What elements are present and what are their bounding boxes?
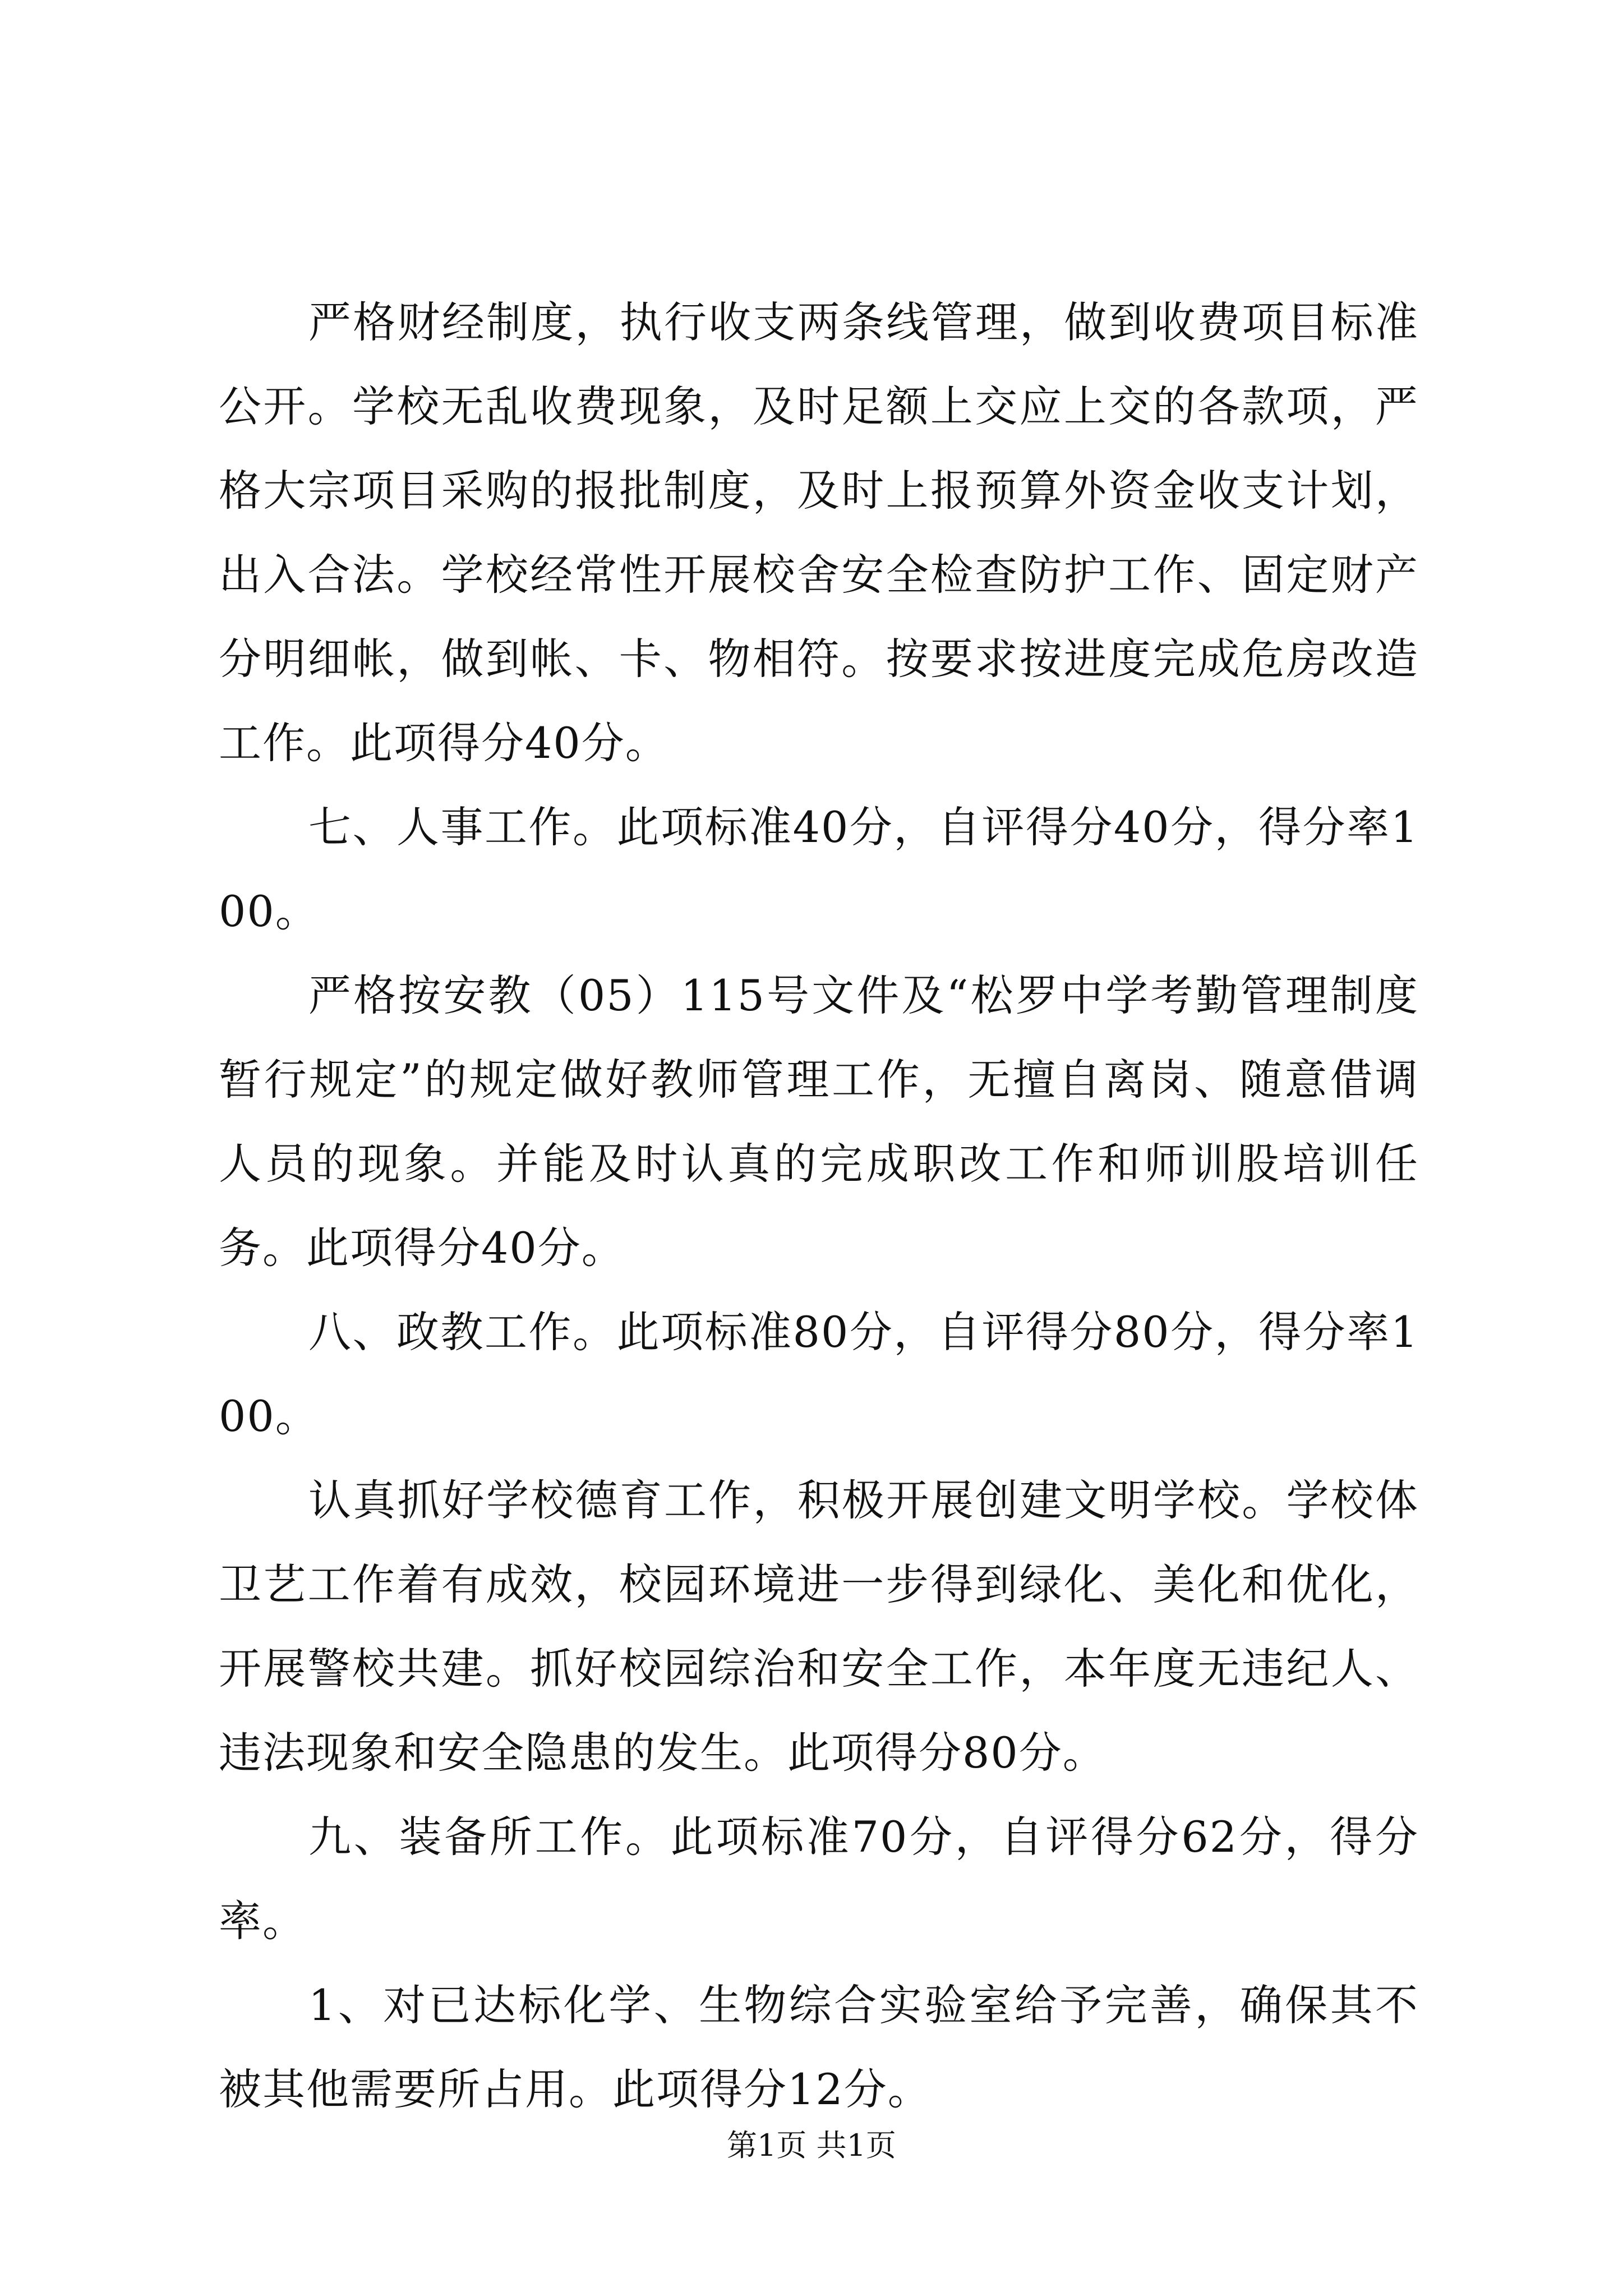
heading-personnel: 七、人事工作。此项标准40分，自评得分40分，得分率100。 [219, 802, 1419, 936]
paragraph-personnel: 严格按安教（05）115号文件及“松罗中学考勤管理制度暂行规定”的规定做好教师管理工作，无擅自离岗、随意借调人员的现象。并能及时认真的完成职改工作和师训股培训任务。此项得分40分。 [219, 970, 1419, 1273]
paragraph-finance: 严格财经制度，执行收支两条线管理，做到收费项目标准公开。学校无乱收费现象，及时足额上交应上交的各款项，严格大宗项目采购的报批制度，及时上报预算外资金收支计划，出入合法。学校经常性开展校舍安全检查防护工作、固定财产分明细帐，做到帐、卡、物相符。按要求按进度完成危房改造工作。此项得分40分。 [219, 297, 1419, 768]
document-body [219, 280, 1419, 2132]
heading-equipment: 九、装备所工作。此项标准70分，自评得分62分，得分率。 [219, 1812, 1419, 1946]
heading-political-education: 八、政教工作。此项标准80分，自评得分80分，得分率100。 [219, 1307, 1419, 1441]
paragraph-equipment-1: 1、对已达标化学、生物综合实验室给予完善，确保其不被其他需要所占用。此项得分12分。 [219, 1980, 1419, 2114]
page-footer [0, 2126, 1623, 2165]
paragraph-political-education: 认真抓好学校德育工作，积极开展创建文明学校。学校体卫艺工作着有成效，校园环境进一步得到绿化、美化和优化，开展警校共建。抓好校园综治和安全工作，本年度无违纪人、违法现象和安全隐患的发生。此项得分80分。 [219, 1475, 1419, 1778]
page-indicator: 第1页 共1页 [727, 2128, 896, 2163]
